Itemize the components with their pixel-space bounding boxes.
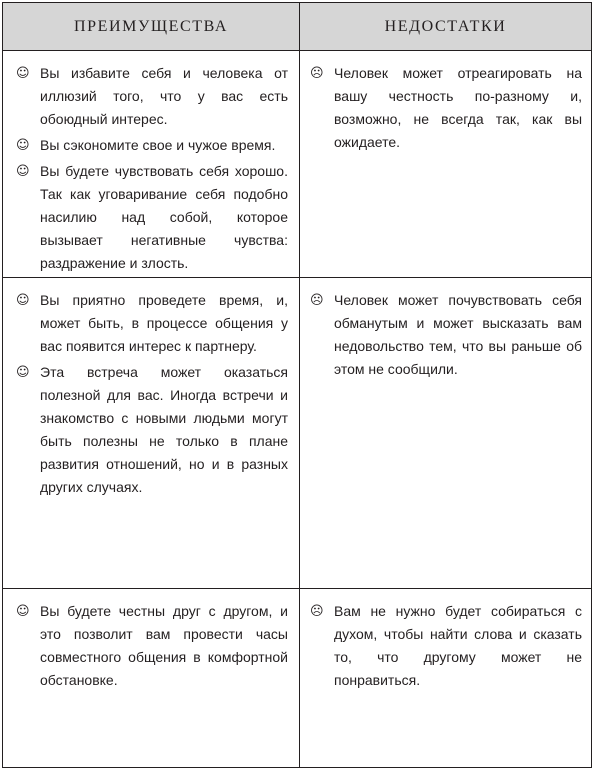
advantage-text: Вы сэкономите свое и чужое время. xyxy=(40,137,276,153)
smiling-face-icon: ☺ xyxy=(16,604,30,619)
smiling-face-icon: ☺ xyxy=(16,164,30,179)
row-2-disadvantages xyxy=(310,289,582,384)
disadvantage-item xyxy=(310,600,582,692)
frowning-face-icon: ☹ xyxy=(310,66,324,81)
comparison-table xyxy=(2,2,592,768)
column-divider xyxy=(299,3,300,767)
row-3-disadvantages xyxy=(310,600,582,695)
disadvantage-text: Человек может отреагировать на вашу честность по-разному и, возможно, не всегда так, как вы ожидаете. xyxy=(334,65,582,150)
frowning-face-icon: ☹ xyxy=(310,604,324,619)
advantages-header: ПРЕИМУЩЕСТВА xyxy=(73,18,229,35)
disadvantage-item xyxy=(310,289,582,381)
advantage-item xyxy=(16,600,288,692)
smiling-face-icon: ☺ xyxy=(16,365,30,380)
table-header xyxy=(3,3,591,51)
row-1-advantages xyxy=(16,62,288,278)
row-1-disadvantages xyxy=(310,62,582,157)
advantage-item xyxy=(16,361,288,499)
disadvantage-text: Человек может почувствовать себя обманутым и может высказать вам недовольство тем, что вы раньше об этом не сообщили. xyxy=(334,292,582,377)
advantage-text: Вы будете честны друг с другом, и это позволит вам провести часы совместного общения в комфортной обстановке. xyxy=(40,603,288,688)
advantage-item xyxy=(16,289,288,358)
advantage-item xyxy=(16,134,288,157)
disadvantage-text: Вам не нужно будет собираться с духом, чтобы найти слова и сказать то, что другому может не понравиться. xyxy=(334,603,582,688)
smiling-face-icon: ☺ xyxy=(16,138,30,153)
smiling-face-icon: ☺ xyxy=(16,293,30,308)
row-divider xyxy=(3,588,591,589)
disadvantages-header: НЕДОСТАТКИ xyxy=(384,18,507,35)
row-3-advantages xyxy=(16,600,288,695)
row-2-advantages xyxy=(16,289,288,502)
disadvantage-item xyxy=(310,62,582,154)
advantage-text: Вы будете чувствовать себя хорошо. Так как уговаривание себя подобно насилию над собой, которое вызывает негативные чувства: раздражение и злость. xyxy=(40,163,288,271)
advantage-text: Вы приятно проведете время, и, может быть, в процессе общения у вас появится интерес к партнеру. xyxy=(40,292,288,354)
advantage-item xyxy=(16,62,288,131)
frowning-face-icon: ☹ xyxy=(310,293,324,308)
advantage-text: Вы избавите себя и человека от иллюзий того, что у вас есть обоюдный интерес. xyxy=(40,65,288,127)
smiling-face-icon: ☺ xyxy=(16,66,30,81)
advantage-text: Эта встреча может оказаться полезной для вас. Иногда встречи и знакомство с новыми людьми могут быть полезны не только в плане развития отношений, но и в разных других случаях. xyxy=(40,364,288,495)
advantage-item xyxy=(16,160,288,275)
